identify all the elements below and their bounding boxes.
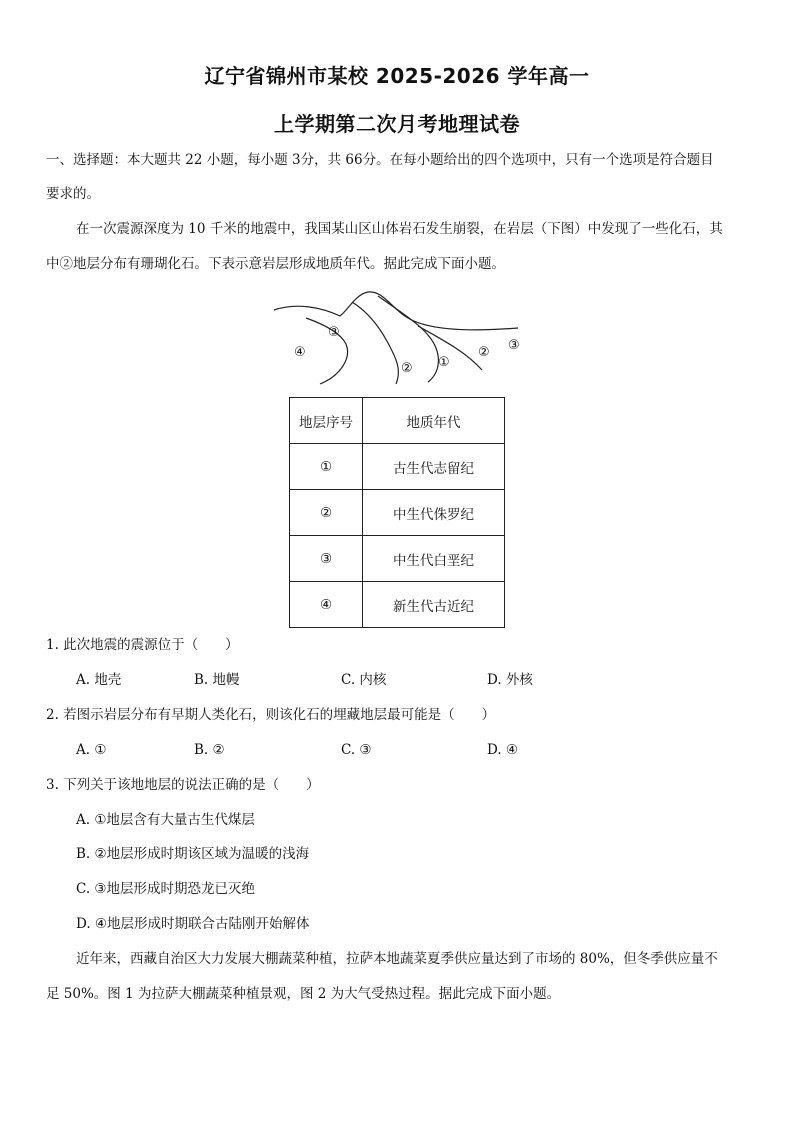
table-cell-order: ④ [290, 582, 363, 628]
exam-title-line1: 辽宁省锦州市某校 2025-2026 学年高一 [204, 64, 590, 88]
table-cell-age: 中生代白垩纪 [363, 536, 505, 582]
question-1-option-a[interactable]: A. 地壳 [76, 672, 122, 688]
section-instructions-line2: 要求的。 [46, 186, 100, 202]
table-header-order: 地层序号 [290, 398, 363, 444]
question-3-option-d[interactable]: D. ④地层形成时期联合古陆刚开始解体 [76, 916, 310, 932]
question-3-option-b[interactable]: B. ②地层形成时期该区域为温暖的浅海 [76, 846, 310, 862]
question-2-option-d[interactable]: D. ④ [487, 742, 519, 758]
table-row [290, 582, 505, 628]
question-2-option-b[interactable]: B. ② [194, 742, 225, 758]
table-cell-age: 古生代志留纪 [363, 444, 505, 490]
question-1-option-d[interactable]: D. 外核 [487, 672, 533, 688]
table-header-age: 地质年代 [363, 398, 505, 444]
table-row [290, 536, 505, 582]
rock-strata-figure [268, 288, 528, 388]
question-1-stem: 1. 此次地震的震源位于（ ） [46, 637, 239, 653]
stratum-label-2-right: ② [478, 345, 490, 360]
table-cell-age: 新生代古近纪 [363, 582, 505, 628]
boundary-line-1 [306, 318, 348, 384]
stratum-label-2-left: ② [401, 361, 413, 376]
passage1-line1: 在一次震源深度为 10 千米的地震中，我国某山区山体岩石发生崩裂，在岩层（下图）中发现了一些化石，其 [76, 221, 723, 237]
table-cell-order: ③ [290, 536, 363, 582]
stratum-label-3-left: ③ [328, 325, 340, 340]
strata-age-table [289, 397, 505, 628]
question-2-option-c[interactable]: C. ③ [341, 742, 372, 758]
question-1-option-b[interactable]: B. 地幔 [194, 672, 240, 688]
question-1-option-c[interactable]: C. 内核 [341, 672, 387, 688]
question-3-option-c[interactable]: C. ③地层形成时期恐龙已灭绝 [76, 881, 256, 897]
section-instructions-line1: 一、选择题：本大题共 22 小题，每小题 3分，共 66分。在每小题给出的四个选项中，只有一个选项是符合题目 [46, 152, 714, 168]
passage1-line2: 中②地层分布有珊瑚化石。下表示意岩层形成地质年代。据此完成下面小题。 [46, 256, 505, 272]
stratum-label-3-right: ③ [508, 338, 520, 353]
question-2-stem: 2. 若图示岩层分布有早期人类化石，则该化石的埋藏地层最可能是（ ） [46, 707, 496, 723]
question-2-option-a[interactable]: A. ① [76, 742, 107, 758]
surface-line [274, 292, 518, 330]
table-row [290, 490, 505, 536]
stratum-label-4-left: ④ [294, 345, 306, 360]
table-cell-order: ② [290, 490, 363, 536]
stratum-label-1: ① [438, 355, 450, 370]
exam-title-line2: 上学期第二次月考地理试卷 [274, 112, 520, 136]
boundary-line-4 [418, 326, 482, 370]
question-3-option-a[interactable]: A. ①地层含有大量古生代煤层 [76, 812, 255, 828]
table-cell-order: ① [290, 444, 363, 490]
table-cell-age: 中生代侏罗纪 [363, 490, 505, 536]
boundary-line-2 [352, 302, 398, 384]
table-header-row [290, 398, 505, 444]
table-row [290, 444, 505, 490]
passage2-line2: 足 50%。图 1 为拉萨大棚蔬菜种植景观，图 2 为大气受热过程。据此完成下面小题。 [46, 986, 561, 1002]
passage2-line1: 近年来，西藏自治区大力发展大棚蔬菜种植，拉萨本地蔬菜夏季供应量达到了市场的 80%，但冬季供应量不 [76, 951, 718, 967]
question-3-stem: 3. 下列关于该地地层的说法正确的是（ ） [46, 777, 320, 793]
